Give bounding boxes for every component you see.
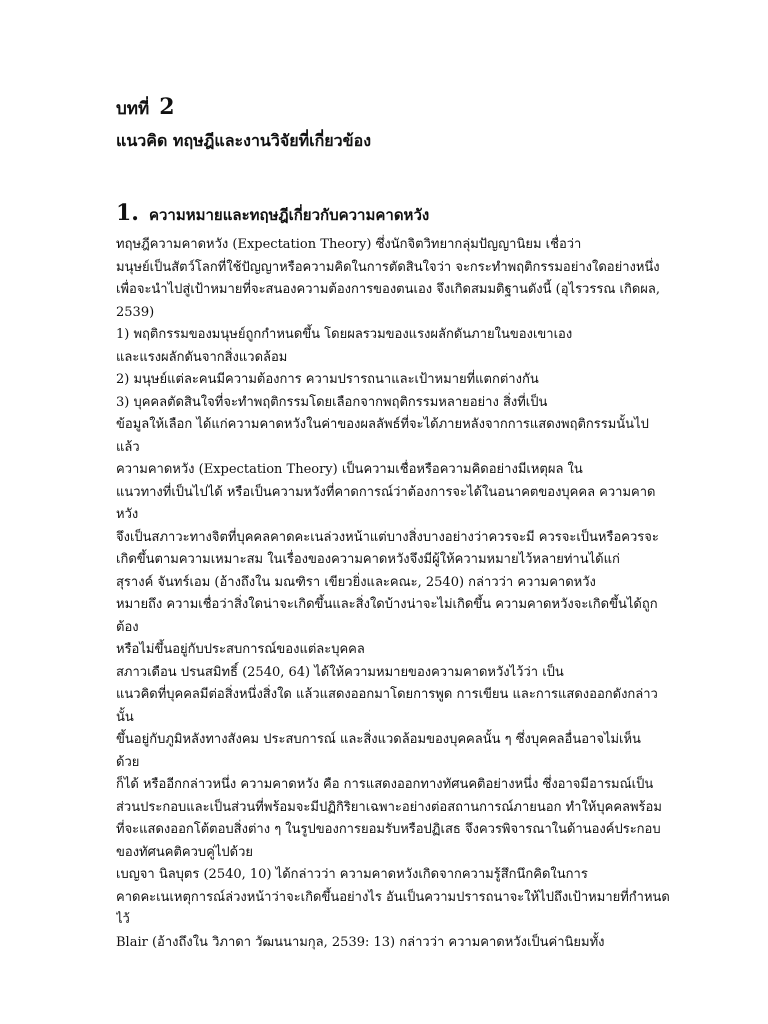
body-line: แนวคิดที่บุคคลมีต่อสิ่งหนึ่งสิ่งใด แล้วแสดงออกมาโดยการพูด การเขียน และการแสดงออกดังกล่าว xyxy=(116,687,658,702)
chapter-title: แนวคิด ทฤษฎีและงานวิจัยที่เกี่ยวข้อง xyxy=(116,131,372,150)
body-line: มนุษย์เป็นสัตว์โลกที่ใช้ปัญญาหรือความคิดในการตัดสินใจว่า จะกระทำพฤติกรรมอย่างใดอย่างหนึ่ง xyxy=(116,259,660,275)
body-line: ด้วย xyxy=(116,754,140,770)
body-line: ข้อมูลให้เลือก ได้แก่ความคาดหวังในค่าของผลลัพธ์ที่จะได้ภายหลังจากการแสดงพฤติกรรมนั้นไป xyxy=(116,417,649,432)
body-line: หมายถึง ความเชื่อว่าสิ่งใดน่าจะเกิดขึ้นและสิ่งใดบ้างน่าจะไม่เกิดขึ้น ความคาดหวังจะเกิดขึ้นได้ถูก xyxy=(116,597,658,612)
section-heading xyxy=(116,198,676,228)
body-line: Blair (อ้างถึงใน วิภาดา วัฒนนามกุล, 2539: 13) กล่าวว่า ความคาดหวังเป็นค่านิยมทั้ง xyxy=(116,934,605,950)
body-line: ทฤษฎีความคาดหวัง (Expectation Theory) ซึ่งนักจิตวิทยากลุ่มปัญญานิยม เชื่อว่า xyxy=(116,237,582,252)
body-line: ของทัศนคติควบคู่ไปด้วย xyxy=(116,844,253,860)
body-line: เพื่อจะนำไปสู่เป้าหมายที่จะสนองความต้องการของตนเอง จึงเกิดสมมติฐานดังนี้ (อุไรวรรณ เกิดผล, xyxy=(116,282,660,297)
body-line: แนวทางที่เป็นไปได้ หรือเป็นความหวังที่คาดการณ์ว่าต้องการจะได้ในอนาคตของบุคคล ความคาด xyxy=(116,484,656,500)
body-line: หรือไม่ขึ้นอยู่กับประสบการณ์ของแต่ละบุคคล xyxy=(116,642,365,657)
body-line: และแรงผลักดันจากสิ่งแวดล้อม xyxy=(116,349,288,365)
body-text xyxy=(116,234,676,954)
section-number: 1. xyxy=(116,200,139,226)
body-line: หวัง xyxy=(116,507,139,522)
section-title: ความหมายและทฤษฎีเกี่ยวกับความคาดหวัง xyxy=(148,206,430,224)
body-line: ขึ้นอยู่กับภูมิหลังทางสังคม ประสบการณ์ และสิ่งแวดล้อมของบุคคลนั้น ๆ ซึ่งบุคคลอื่นอาจไม่เห็น xyxy=(116,732,641,747)
body-line: ต้อง xyxy=(116,619,139,635)
body-line: ที่จะแสดงออกโต้ตอบสิ่งต่าง ๆ ในรูปของการยอมรับหรือปฏิเสธ จึงควรพิจารณาในด้านองค์ประกอบ xyxy=(116,822,661,837)
body-line: จึงเป็นสภาวะทางจิตที่บุคคลคาดคะเนล่วงหน้าแต่บางสิ่งบางอย่างว่าควรจะมี ควรจะเป็นหรือควรจะ xyxy=(116,529,659,545)
body-line: 3) บุคคลตัดสินใจที่จะทำพฤติกรรมโดยเลือกจากพฤติกรรมหลายอย่าง สิ่งที่เป็น xyxy=(116,394,548,410)
body-line: ไว้ xyxy=(116,912,130,927)
document-page xyxy=(116,92,676,954)
body-line: 1) พฤติกรรมของมนุษย์ถูกกำหนดขึ้น โดยผลรวมของแรงผลักดันภายในของเขาเอง xyxy=(116,327,573,342)
body-line: 2539) xyxy=(116,304,155,320)
chapter-label xyxy=(116,92,676,122)
body-line: คาดคะเนเหตุการณ์ล่วงหน้าว่าจะเกิดขึ้นอย่างไร อันเป็นความปรารถนาจะให้ไปถึงเป้าหมายที่กำหนด xyxy=(116,889,670,905)
chapter-word: บทที่ xyxy=(116,99,150,119)
body-line: เบญจา นิลบุตร (2540, 10) ได้กล่าวว่า ความคาดหวังเกิดจากความรู้สึกนึกคิดในการ xyxy=(116,867,588,882)
body-line: 2) มนุษย์แต่ละคนมีความต้องการ ความปรารถนาและเป้าหมายที่แตกต่างกัน xyxy=(116,372,539,387)
body-line: นั้น xyxy=(116,709,134,725)
chapter-number: 2 xyxy=(159,94,175,120)
body-line: สุรางค์ จันทร์เอม (อ้างถึงใน มณฑิรา เขียวยิ่งและคณะ, 2540) กล่าวว่า ความคาดหวัง xyxy=(116,574,596,590)
body-line: ความคาดหวัง (Expectation Theory) เป็นความเชื่อหรือความคิดอย่างมีเหตุผล ใน xyxy=(116,462,583,477)
body-line: เกิดขึ้นตามความเหมาะสม ในเรื่องของความคาดหวังจึงมีผู้ให้ความหมายไว้หลายท่านได้แก่ xyxy=(116,552,620,567)
body-line: ส่วนประกอบและเป็นส่วนที่พร้อมจะมีปฏิกิริยาเฉพาะอย่างต่อสถานการณ์ภายนอก ทำให้บุคคลพร้อม xyxy=(116,799,662,815)
body-line: ก็ได้ หรืออีกกล่าวหนึ่ง ความคาดหวัง คือ การแสดงออกทางทัศนคติอย่างหนึ่ง ซึ่งอาจมีอารมณ์เป็น xyxy=(116,777,654,792)
body-line: แล้ว xyxy=(116,439,140,455)
body-line: สภาวเดือน ปรนสมิทธิ์ (2540, 64) ได้ให้ความหมายของความคาดหวังไว้ว่า เป็น xyxy=(116,664,564,680)
